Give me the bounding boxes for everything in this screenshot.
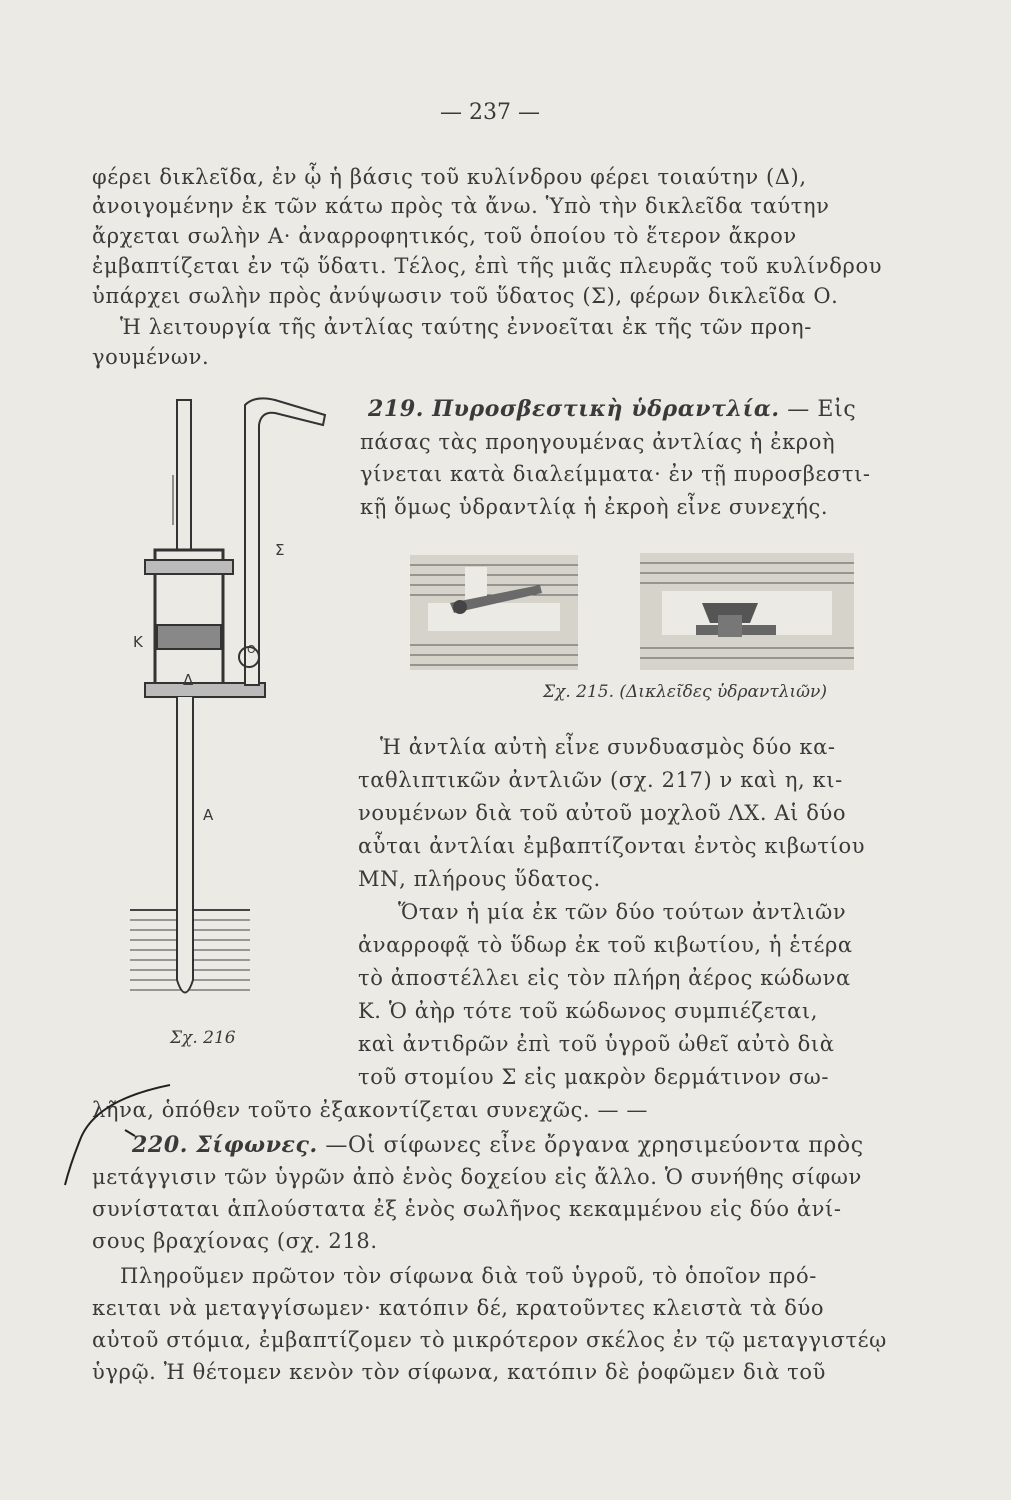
text-line: —Οἱ σίφωνες εἶνε ὄργανα χρησιμεύοντα πρὸς xyxy=(325,1133,864,1158)
text-line: Ἡ ἀντλία αὐτὴ εἶνε συνδυασμὸς δύο κα- xyxy=(380,735,836,759)
text-line: ἐμβαπτίζεται ἐν τῷ ὕδατι. Τέλος, ἐπὶ τῆς μιᾶς πλευρᾶς τοῦ κυλίνδρου xyxy=(92,254,883,278)
figure-215-valve-left xyxy=(410,555,578,670)
figure-216-caption: Σχ. 216 xyxy=(170,1028,236,1048)
text-line: τὸ ἀποστέλλει εἰς τὸν πλήρη ἀέρος κώδωνα xyxy=(358,966,851,990)
section-219-heading xyxy=(368,395,856,424)
text-line: φέρει δικλεῖδα, ἐν ᾧ ἡ βάσις τοῦ κυλίνδρου φέρει τοιαύτην (Δ), xyxy=(92,165,807,189)
text-line: Πληροῦμεν πρῶτον τὸν σίφωνα διὰ τοῦ ὑγροῦ, τὸ ὁποῖον πρό- xyxy=(120,1264,817,1288)
text-line: ἀναρροφᾷ τὸ ὕδωρ ἐκ τοῦ κιβωτίου, ἡ ἑτέρα xyxy=(358,933,853,957)
text-line: μετάγγισιν τῶν ὑγρῶν ἀπὸ ἑνὸς δοχείου εἰς ἄλλο. Ὁ συνήθης σίφων xyxy=(92,1165,862,1189)
text-line: Ἡ λειτουργία τῆς ἀντλίας ταύτης ἐννοεῖται ἐκ τῆς τῶν προη- xyxy=(120,315,812,339)
figure-215-caption: Σχ. 215. (Δικλεῖδες ὑδραντλιῶν) xyxy=(543,682,828,702)
text-line: — Εἰς xyxy=(787,397,857,422)
text-line: κειται νὰ μεταγγίσωμεν· κατόπιν δέ, κρατοῦντες κλειστὰ τὰ δύο xyxy=(92,1296,825,1320)
text-line: σους βραχίονας (σχ. 218. xyxy=(92,1229,378,1253)
text-line: καὶ ἀντιδρῶν ἐπὶ τοῦ ὑγροῦ ὠθεῖ αὐτὸ διὰ xyxy=(358,1032,835,1056)
text-line: τοῦ στομίου Σ εἰς μακρὸν δερμάτινον σω- xyxy=(358,1065,830,1089)
text-line: συνίσταται ἁπλούστατα ἐξ ἑνὸς σωλῆνος κεκαμμένου εἰς δύο ἀνί- xyxy=(92,1197,842,1221)
section-heading: 219. Πυροσβεστικὴ ὑδραντλία. xyxy=(368,396,780,422)
label-a: Α xyxy=(203,806,214,824)
label-k: Κ xyxy=(133,633,143,651)
text-line: ἄρχεται σωλὴν Α· ἀναρροφητικός, τοῦ ὁποίου τὸ ἕτερον ἄκρον xyxy=(92,224,797,248)
text-line: ὑπάρχει σωλὴν πρὸς ἀνύψωσιν τοῦ ὕδατος (Σ), φέρων δικλεῖδα Ο. xyxy=(92,284,839,308)
text-line: ἀνοιγομένην ἐκ τῶν κάτω πρὸς τὰ ἄνω. Ὑπὸ τὴν δικλεῖδα ταύτην xyxy=(92,194,830,218)
text-line: Κ. Ὁ ἀὴρ τότε τοῦ κώδωνος συμπιέζεται, xyxy=(358,999,818,1023)
text-line: γουμένων. xyxy=(92,345,210,369)
page-number: — 237 — xyxy=(440,100,540,125)
label-sigma: Σ xyxy=(275,541,285,559)
figure-215-valve-right xyxy=(640,553,854,670)
text-line: πάσας τὰς προηγουμένας ἀντλίας ἡ ἐκροὴ xyxy=(360,430,836,454)
text-line: λῆνα, ὁπόθεν τοῦτο ἐξακοντίζεται συνεχῶς. — — xyxy=(92,1098,648,1122)
section-220-heading xyxy=(132,1131,864,1160)
label-delta: Δ xyxy=(183,671,194,689)
text-line: γίνεται κατὰ διαλείμματα· ἐν τῇ πυροσβεστι- xyxy=(360,462,871,486)
text-line: αὗται ἀντλίαι ἐμβαπτίζονται ἐντὸς κιβωτίου xyxy=(358,834,866,858)
text-line: Ὅταν ἡ μία ἐκ τῶν δύο τούτων ἀντλιῶν xyxy=(398,900,847,924)
text-line: αὐτοῦ στόμια, ἐμβαπτίζομεν τὸ μικρότερον σκέλος ἐν τῷ μεταγγιστέῳ xyxy=(92,1328,887,1352)
text-line: κῇ ὅμως ὑδραντλίᾳ ἡ ἐκροὴ εἶνε συνεχής. xyxy=(360,495,829,519)
text-line: νουμένων διὰ τοῦ αὐτοῦ μοχλοῦ ΛΧ. Αἱ δύο xyxy=(358,801,847,825)
section-heading: 220. Σίφωνες. xyxy=(132,1132,318,1158)
text-line: ταθλιπτικῶν ἀντλιῶν (σχ. 217) ν καὶ η, κι- xyxy=(358,768,843,792)
handwritten-margin-mark xyxy=(55,1080,175,1190)
label-o: Ο xyxy=(247,643,256,656)
text-line: ΜΝ, πλήρους ὕδατος. xyxy=(358,867,601,891)
text-line: ὑγρῷ. Ἠ θέτομεν κενὸν τὸν σίφωνα, κατόπιν δὲ ῥοφῶμεν διὰ τοῦ xyxy=(92,1360,826,1384)
figure-216-pump xyxy=(125,395,335,1010)
